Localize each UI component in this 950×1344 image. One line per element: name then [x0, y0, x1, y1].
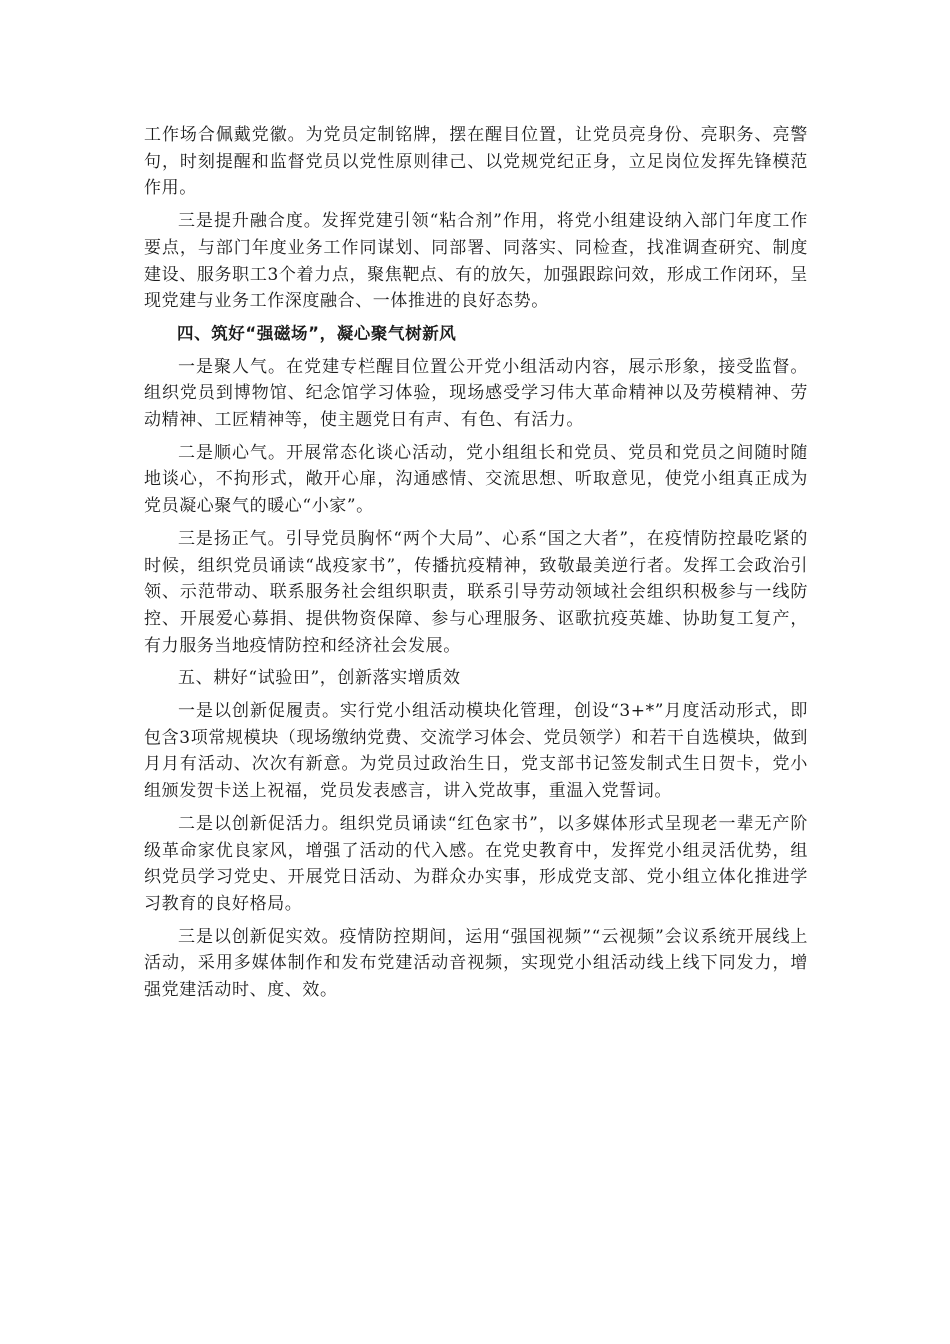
paragraph-smooth-mind: 二是顺心气。开展常态化谈心活动，党小组组长和党员、党员和党员之间随时随地谈心，不拘形式，敞开心扉，沟通感情、交流思想、听取意见，使党小组真正成为党员凝心聚气的暖心“小家”。	[144, 442, 808, 517]
paragraph-integration: 三是提升融合度。发挥党建引领“粘合剂”作用，将党小组建设纳入部门年度工作要点，与部门年度业务工作同谋划、同部署、同落实、同检查，找准调查研究、制度建设、服务职工3个着力点，聚焦靶点、有的放矢，加强跟踪问效，形成工作闭环，呈现党建与业务工作深度融合、一体推进的良好态势。	[144, 211, 808, 312]
paragraph-innovation-vitality: 二是以创新促活力。组织党员诵读“红色家书”，以多媒体形式呈现老一辈无产阶级革命家优良家风，增强了活动的代入感。在党史教育中，发挥党小组灵活优势，组织党员学习党史、开展党日活动、为群众办实事，形成党支部、党小组立体化推进学习教育的良好格局。	[144, 813, 808, 914]
paragraph-gather-popularity: 一是聚人气。在党建专栏醒目位置公开党小组活动内容，展示形象，接受监督。组织党员到博物馆、纪念馆学习体验，现场感受学习伟大革命精神以及劳模精神、劳动精神、工匠精神等，使主题党日有声、有色、有活力。	[144, 356, 808, 431]
document-body	[144, 122, 808, 1010]
paragraph-badge-nameplate: 工作场合佩戴党徽。为党员定制铭牌，摆在醒目位置，让党员亮身份、亮职务、亮警句，时刻提醒和监督党员以党性原则律己、以党规党纪正身，立足岗位发挥先锋模范作用。	[144, 125, 808, 199]
paragraph-innovation-duty: 一是以创新促履责。实行党小组活动模块化管理，创设“3+*”月度活动形式，即包含3项常规模块（现场缴纳党费、交流学习体会、党员领学）和若干自选模块，做到月月有活动、次次有新意。为党员过政治生日，党支部书记签发制式生日贺卡，党小组颁发贺卡送上祝福，党员发表感言，讲入党故事，重温入党誓词。	[144, 701, 808, 802]
paragraph-innovation-effect: 三是以创新促实效。疫情防控期间，运用“强国视频”“云视频”会议系统开展线上活动，采用多媒体制作和发布党建活动音视频，实现党小组活动线上线下同发力，增强党建活动时、度、效。	[144, 926, 808, 1001]
section-heading-five: 五、耕好“试验田”，创新落实增质效	[178, 668, 461, 689]
section-heading-four: 四、筑好“强磁场”，凝心聚气树新风	[177, 323, 457, 343]
paragraph-promote-righteousness: 三是扬正气。引导党员胸怀“两个大局”、心系“国之大者”，在疫情防控最吃紧的时候，组织党员诵读“战疫家书”，传播抗疫精神，致敬最美逆行者。发挥工会政治引领、示范带动、联系服务社会组织职责，联系引导劳动领域社会组织积极参与一线防控、开展爱心募捐、提供物资保障、参与心理服务、讴歌抗疫英雄、协助复工复产，有力服务当地疫情防控和经济社会发展。	[144, 528, 808, 656]
